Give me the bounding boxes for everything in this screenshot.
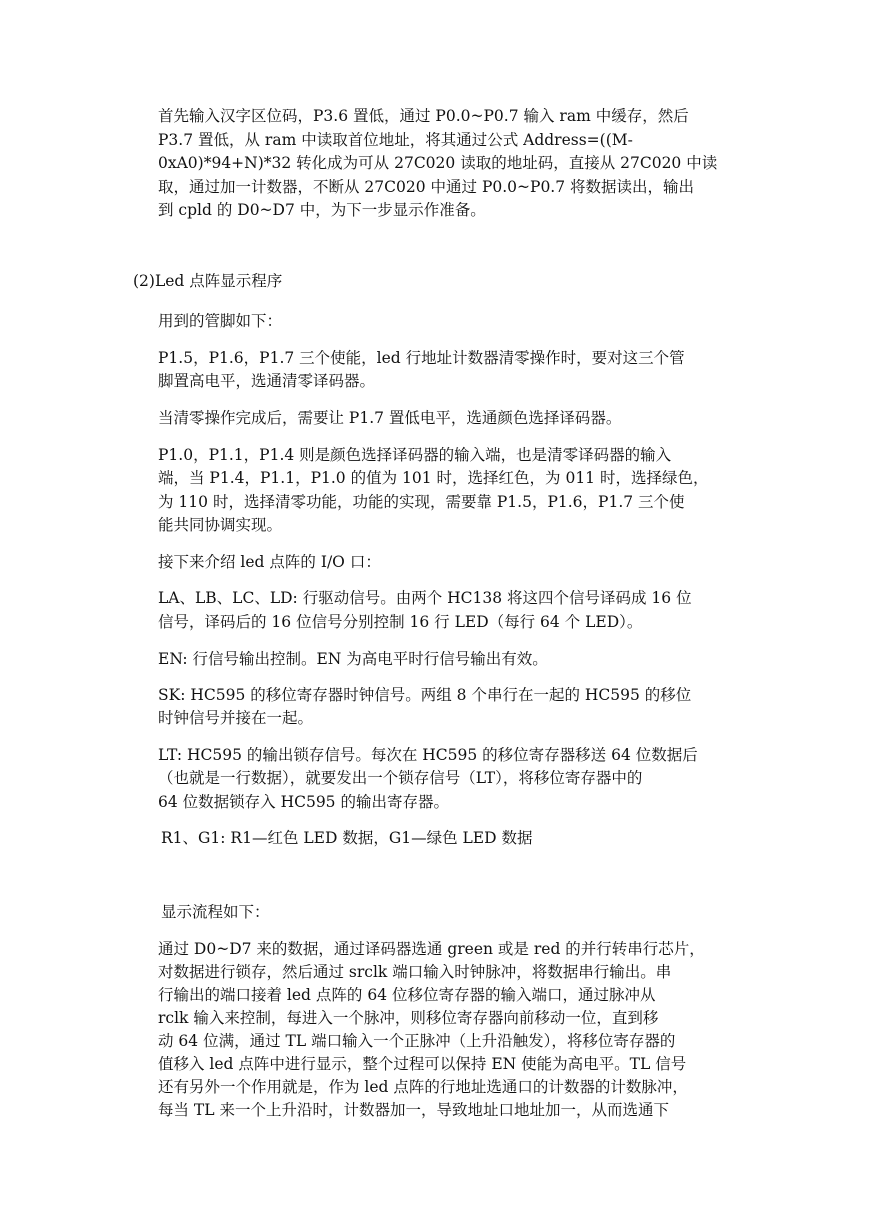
paragraph-line: 时钟信号并接在一起。 [158,709,314,727]
paragraph-line: 能共同协调实现。 [158,516,283,534]
paragraph-line: 脚置高电平，选通清零译码器。 [158,372,376,390]
paragraph-line: SK: HC595 的移位寄存器时钟信号。两组 8 个串行在一起的 HC595 的移位 [158,686,692,704]
paragraph-line: 用到的管脚如下： [158,312,283,330]
paragraph-line: 行输出的端口接着 led 点阵的 64 位移位寄存器的输入端口，通过脉冲从 [158,986,656,1004]
paragraph-line: rclk 输入来控制，每进入一个脉冲，则移位寄存器向前移动一位，直到移 [158,1009,659,1027]
paragraph-line: 动 64 位满，通过 TL 端口输入一个正脉冲（上升沿触发），将移位寄存器的 [158,1032,676,1050]
paragraph-line: 值移入 led 点阵中进行显示，整个过程可以保持 EN 使能为高电平。TL 信号 [158,1055,687,1073]
paragraph-line: （也就是一行数据），就要发出一个锁存信号（LT），将移位寄存器中的 [158,769,643,787]
paragraph-line: 首先输入汉字区位码，P3.6 置低，通过 P0.0~P0.7 输入 ram 中缓存，然后 [158,107,689,125]
paragraph-line: LA、LB、LC、LD: 行驱动信号。由两个 HC138 将这四个信号译码成 16 位 [158,589,692,607]
paragraph-line: 端，当 P1.4，P1.1，P1.0 的值为 101 时，选择红色，为 011 时，选择绿色， [158,469,709,487]
paragraph-line: 取，通过加一计数器，不断从 27C020 中通过 P0.0~P0.7 将数据读出，输出 [158,178,695,196]
paragraph-line: 64 位数据锁存入 HC595 的输出寄存器。 [158,793,449,811]
paragraph-line: EN: 行信号输出控制。EN 为高电平时行信号输出有效。 [158,650,548,668]
paragraph-line: 0xA0)*94+N)*32 转化成为可从 27C020 读取的地址码，直接从 27C020 中读 [158,154,718,172]
paragraph-line: 还有另外一个作用就是，作为 led 点阵的行地址选通口的计数器的计数脉冲， [158,1078,688,1096]
paragraph-line: 通过 D0~D7 来的数据，通过译码器选通 green 或是 red 的并行转串行芯片， [158,940,705,958]
paragraph-line: P1.5，P1.6，P1.7 三个使能，led 行地址计数器清零操作时，要对这三个管 [158,349,685,367]
paragraph-line: P1.0，P1.1，P1.4 则是颜色选择译码器的输入端，也是清零译码器的输入 [158,446,672,464]
paragraph-line: LT: HC595 的输出锁存信号。每次在 HC595 的移位寄存器移送 64 位数据后 [158,746,698,764]
paragraph-line: P3.7 置低，从 ram 中读取首位地址，将其通过公式 Address=((M- [158,131,633,149]
paragraph-line: R1、G1: R1—红色 LED 数据，G1—绿色 LED 数据 [161,829,533,847]
paragraph-line: 当清零操作完成后，需要让 P1.7 置低电平，选通颜色选择译码器。 [158,409,622,427]
paragraph-line: 对数据进行锁存，然后通过 srclk 端口输入时钟脉冲，将数据串行输出。串 [158,963,672,981]
paragraph-line: 为 110 时，选择清零功能，功能的实现，需要靠 P1.5，P1.6，P1.7 三个使 [158,493,685,511]
section-heading: 显示流程如下： [161,903,270,921]
paragraph-line: 到 cpld 的 D0~D7 中，为下一步显示作准备。 [158,201,486,219]
paragraph-line: 接下来介绍 led 点阵的 I/O 口： [158,553,381,571]
section-heading: (2)Led 点阵显示程序 [133,272,283,290]
paragraph-line: 每当 TL 来一个上升沿时，计数器加一，导致地址口地址加一，从而选通下 [158,1101,669,1119]
paragraph-line: 信号，译码后的 16 位信号分别控制 16 行 LED（每行 64 个 LED）。 [158,613,643,631]
